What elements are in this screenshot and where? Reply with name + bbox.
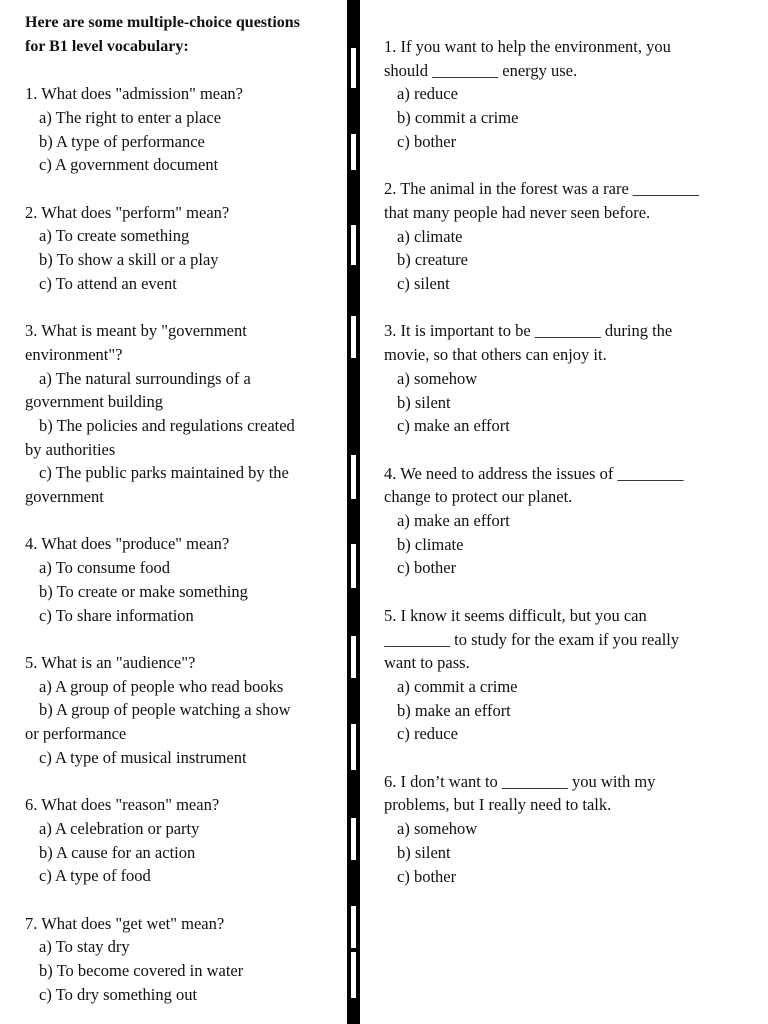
answer-option: c) bother [397, 866, 457, 886]
question-text: 6. What does "reason" mean? [25, 795, 220, 815]
question-text: 2. What does "perform" mean? [25, 202, 230, 222]
left-question [25, 793, 343, 888]
answer-option: c) reduce [397, 724, 458, 744]
divider-notch [351, 818, 356, 860]
answer-option: a) climate [397, 226, 463, 246]
answer-option: b) silent [397, 842, 451, 862]
answer-option: a) A celebration or party [39, 818, 200, 838]
answer-option: c) make an effort [397, 416, 510, 436]
question-text: that many people had never seen before. [384, 202, 651, 222]
question-text: 6. I don’t want to ________ you with my [384, 771, 656, 791]
divider-notch [351, 134, 356, 170]
answer-option: a) somehow [397, 819, 478, 839]
question-text: 1. What does "admission" mean? [25, 84, 243, 104]
right-question [384, 319, 744, 438]
question-text: 5. I know it seems difficult, but you can [384, 605, 647, 625]
answer-option: or performance [25, 724, 127, 744]
question-text: ________ to study for the exam if you really [384, 629, 680, 649]
right-question [384, 770, 744, 889]
right-question [384, 177, 744, 296]
answer-option: b) A type of performance [39, 131, 205, 151]
right-column [384, 35, 744, 888]
question-text: environment"? [25, 344, 123, 364]
answer-option: a) To create something [39, 226, 190, 246]
answer-option: c) The public parks maintained by the [39, 463, 289, 483]
divider-notch [351, 906, 356, 948]
answer-option: c) A government document [39, 155, 219, 175]
answer-option: b) commit a crime [397, 108, 519, 128]
divider-notch [351, 48, 356, 88]
answer-option: c) To attend an event [39, 273, 177, 293]
answer-option: b) climate [397, 534, 464, 554]
question-text: problems, but I really need to talk. [384, 795, 612, 815]
right-question-list [384, 35, 744, 888]
right-question [384, 604, 744, 746]
answer-option: b) make an effort [397, 700, 511, 720]
divider-notch [351, 544, 356, 588]
answer-option: a) The natural surroundings of a [39, 368, 251, 388]
column-divider [347, 0, 360, 1024]
answer-option: c) silent [397, 274, 450, 294]
question-text: 3. What is meant by "government [25, 321, 247, 341]
divider-notch [351, 316, 356, 358]
answer-option: c) bother [397, 558, 457, 578]
answer-option: b) A group of people watching a show [39, 700, 291, 720]
answer-option: government building [25, 392, 163, 412]
answer-option: a) A group of people who read books [39, 676, 284, 696]
left-question-list [25, 82, 343, 1006]
question-text: 4. What does "produce" mean? [25, 534, 230, 554]
question-text: 1. If you want to help the environment, you [384, 37, 671, 56]
answer-option: c) To dry something out [39, 984, 198, 1004]
answer-option: c) A type of food [39, 866, 151, 886]
answer-option: c) A type of musical instrument [39, 747, 247, 767]
question-text: 2. The animal in the forest was a rare ________ [384, 179, 699, 199]
answer-option: a) To stay dry [39, 937, 130, 957]
divider-notch [351, 225, 356, 265]
title-line: for B1 level vocabulary: [25, 37, 189, 55]
question-text: movie, so that others can enjoy it. [384, 345, 607, 365]
answer-option: b) A cause for an action [39, 842, 196, 862]
right-question [384, 35, 744, 154]
divider-notch [351, 636, 356, 678]
answer-option: a) To consume food [39, 558, 170, 578]
answer-option: a) commit a crime [397, 676, 518, 696]
divider-notch [351, 724, 356, 770]
title-line: Here are some multiple-choice questions [25, 14, 300, 31]
answer-option: b) To create or make something [39, 581, 248, 601]
answer-option: b) creature [397, 250, 468, 270]
answer-option: a) somehow [397, 368, 478, 388]
question-text: 7. What does "get wet" mean? [25, 913, 225, 933]
right-question [384, 462, 744, 581]
question-text: change to protect our planet. [384, 487, 573, 507]
divider-notch [351, 455, 356, 499]
left-column [25, 11, 343, 1006]
question-text: 4. We need to address the issues of ________ [384, 463, 684, 483]
left-question [25, 651, 343, 770]
left-question [25, 82, 343, 177]
question-text: should ________ energy use. [384, 60, 578, 80]
answer-option: by authorities [25, 439, 116, 459]
left-question [25, 201, 343, 296]
question-text: want to pass. [384, 653, 470, 673]
answer-option: c) bother [397, 131, 457, 151]
question-text: 5. What is an "audience"? [25, 652, 196, 672]
divider-notch [351, 952, 356, 998]
answer-option: c) To share information [39, 605, 194, 625]
answer-option: b) silent [397, 392, 451, 412]
answer-option: government [25, 487, 104, 507]
answer-option: b) To become covered in water [39, 961, 244, 981]
answer-option: b) To show a skill or a play [39, 250, 219, 269]
answer-option: a) make an effort [397, 511, 510, 531]
left-question [25, 319, 343, 509]
left-question [25, 532, 343, 627]
page-title [25, 11, 343, 58]
answer-option: a) reduce [397, 84, 458, 104]
left-question [25, 912, 343, 1007]
answer-option: b) The policies and regulations created [39, 415, 295, 435]
question-text: 3. It is important to be ________ during the [384, 321, 673, 341]
answer-option: a) The right to enter a place [39, 107, 222, 127]
